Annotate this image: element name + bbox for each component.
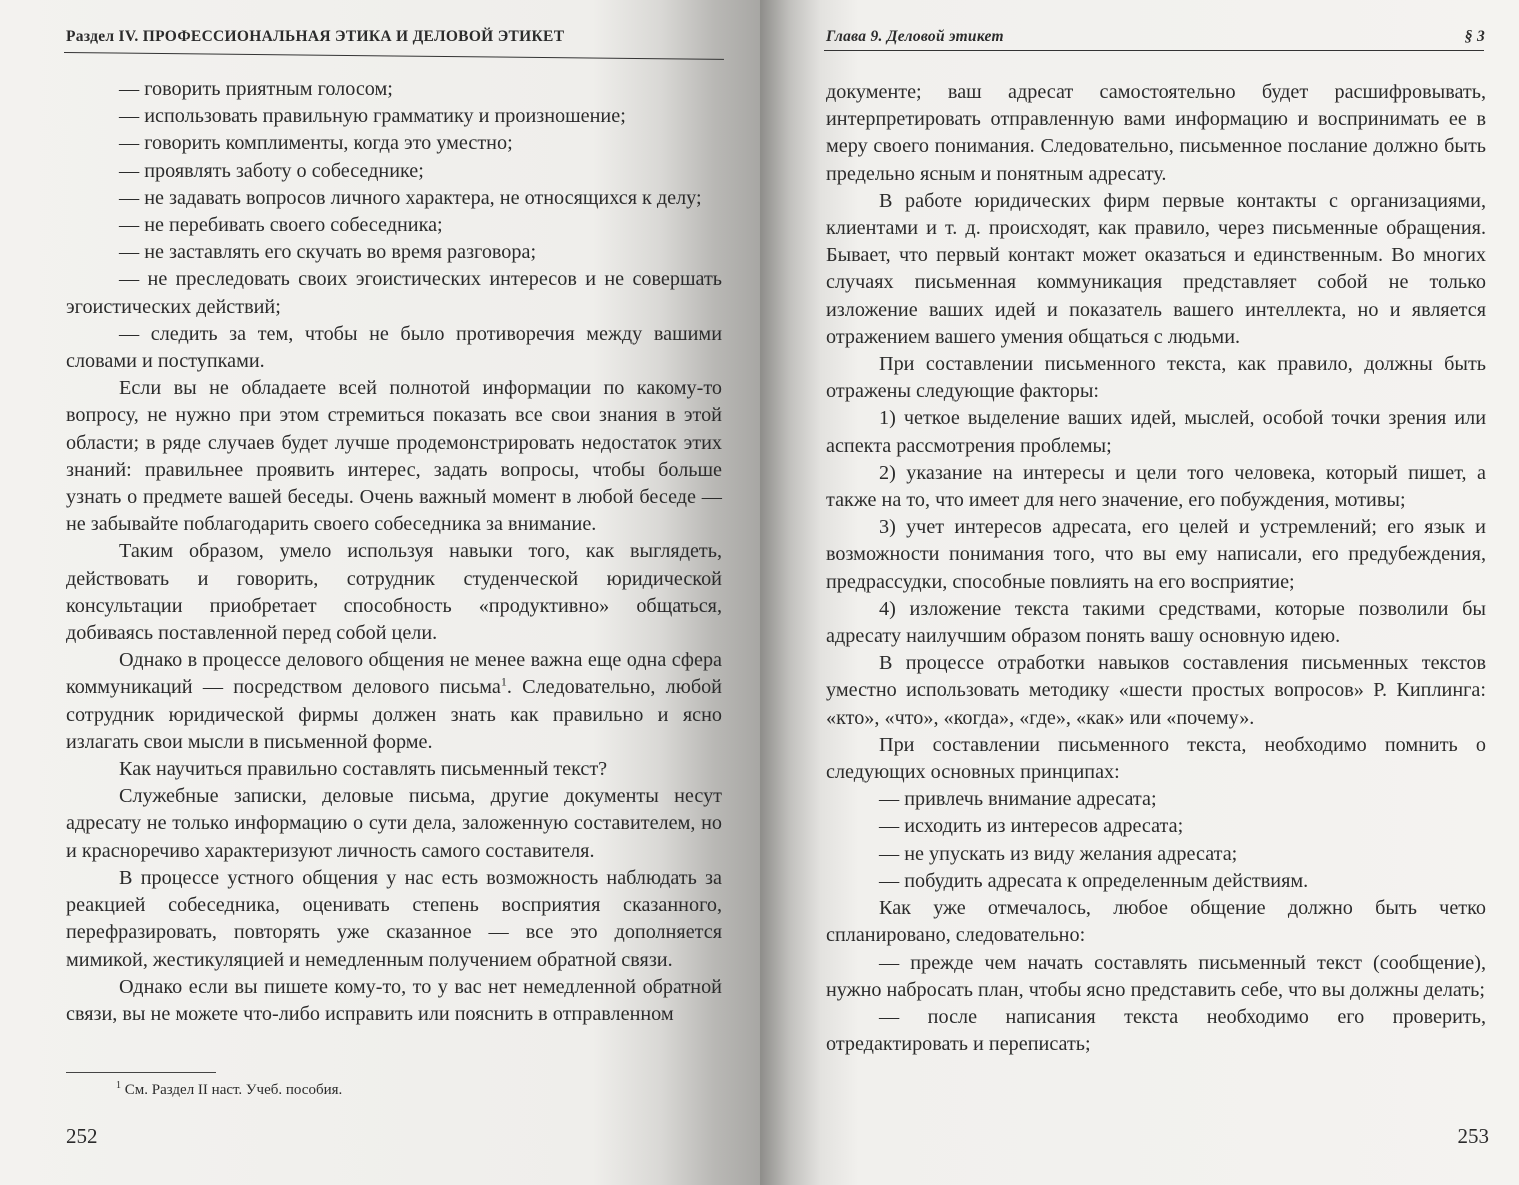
right-page: [760, 0, 1519, 1185]
footnote-mark: 1: [116, 1080, 121, 1091]
list-item: 2) указание на интересы и цели того человека, который пишет, а также на то, что имеет для него значение, его побуждения, мотивы;: [826, 461, 1486, 512]
paragraph: — не задавать вопросов личного характера, не относящихся к делу;: [119, 186, 702, 209]
paragraph: Служебные записки, деловые письма, другие документы несут адресату не только информацию о сути дела, заложенную составителем, но и красноречиво характеризуют личность самого составителя.: [66, 785, 722, 862]
list-item: 4) изложение текста такими средствами, которые позволили бы адресату наилучшим образом понять вашу основную идею.: [826, 597, 1486, 648]
paragraph: В процессе отработки навыков составления письменных текстов уместно использовать методику «шести простых вопросов» Р. Киплинга: «кто», «что», «когда», «где», «как» или «почему».: [826, 652, 1486, 729]
list-item: — исходить из интересов адресата;: [879, 815, 1184, 838]
running-head-right: Глава 9. Деловой этикет: [826, 28, 1004, 45]
paragraph: — не перебивать своего собеседника;: [119, 214, 443, 237]
header-rule-left: [64, 52, 724, 60]
list-item: — после написания текста необходимо его проверить, отредактировать и переписать;: [826, 1005, 1486, 1056]
paragraph: Однако если вы пишете кому-то, то у вас нет немедленной обратной связи, вы не можете что-либо исправить или пояснить в отправленном: [66, 975, 722, 1025]
paragraph: Как научиться правильно составлять письменный текст?: [119, 758, 608, 781]
list-item: 1) четкое выделение ваших идей, мыслей, особой точки зрения или аспекта рассмотрения проблемы;: [826, 407, 1486, 457]
footnote-text: См. Раздел II наст. Учеб. пособия.: [124, 1082, 343, 1098]
list-item: — побудить адресата к определенным действиям.: [879, 869, 1309, 892]
paragraph-text: . Следовательно, любой сотрудник юридической фирмы должен знать как правильно и ясно излагать свои мысли в письменной форме.: [66, 676, 722, 753]
paragraph: При составлении письменного текста, как правило, должны быть отражены следующие факторы:: [826, 353, 1486, 403]
paragraph: Если вы не обладаете всей полнотой информации по какому-то вопросу, не нужно при этом стремиться показать все свои знания в этой области; в ряде случаев будет лучше продемонстрировать недостаток этих знаний: правильнее проявить интерес, задать вопросы, чтобы больше узнать о предмете вашей беседы. Очень важный момент в любой беседе — не забывайте поблагодарить своего собеседника за внимание.: [66, 377, 722, 536]
section-marker: § 3: [1464, 28, 1485, 45]
paragraph-with-footnote: [66, 647, 722, 756]
paragraph: В процессе устного общения у нас есть возможность наблюдать за реакцией собеседника, оценивать степень восприятия сказанного, перефразировать, повторять уже сказанное — все это дополняется мимикой, жестикуляцией и немедленным получением обратной связи.: [66, 866, 722, 971]
paragraph: — не преследовать своих эгоистических интересов и не совершать эгоистических действий;: [66, 268, 722, 318]
footnote: [116, 1082, 342, 1099]
paragraph: — проявлять заботу о собеседнике;: [119, 159, 424, 182]
paragraph: Таким образом, умело используя навыки того, как выглядеть, действовать и говорить, сотрудник студенческой юридической консультации приобретает способность «продуктивно» общаться, добиваясь поставленной перед собой цели.: [66, 540, 722, 645]
paragraph-text: Однако в процессе делового общения не менее важна еще одна сфера коммуникаций — посредством делового письма: [66, 649, 722, 699]
paragraph-continuation: документе; ваш адресат самостоятельно будет расшифровывать, интерпретировать отправленную вами информацию и воспринимать ее в меру своего понимания. Следовательно, письменное послание должно быть предельно ясным и понятным адресату.: [826, 81, 1486, 185]
paragraph: — говорить приятным голосом;: [119, 78, 393, 100]
paragraph: — говорить комплименты, когда это уместно;: [119, 132, 513, 155]
paragraph: — использовать правильную грамматику и произношение;: [119, 105, 626, 128]
page-number-left: 252: [66, 1124, 98, 1148]
footnote-reference: 1: [500, 674, 507, 689]
list-item: — прежде чем начать составлять письменный текст (сообщение), нужно набросать план, чтобы ясно представить себе, что вы должны делать;: [826, 951, 1486, 1001]
list-item: 3) учет интересов адресата, его целей и устремлений; его язык и возможности понимания того, что вы ему написали, его предубеждения, предрассудки, способные повлиять на его восприятие;: [826, 516, 1486, 593]
running-head-left: Раздел IV. ПРОФЕССИОНАЛЬНАЯ ЭТИКА И ДЕЛОВОЙ ЭТИКЕТ: [66, 28, 565, 45]
header-rule-right: [824, 50, 1484, 51]
paragraph: В работе юридических фирм первые контакты с организациями, клиентами и т. д. происходят, как правило, через письменные обращения. Бывает, что первый контакт может оказаться и единственным. Во многих случаях письменная коммуникация представляет собой не только изложение ваших идей и показатель вашего интеллекта, но и является отражением вашего умения общаться с людьми.: [826, 189, 1486, 348]
page-number-right: 253: [1457, 1124, 1489, 1148]
paragraph: — не заставлять его скучать во время разговора;: [119, 241, 537, 264]
paragraph: При составлении письменного текста, необходимо помнить о следующих основных принципах:: [826, 733, 1486, 784]
left-page-body: [66, 76, 722, 1028]
right-page-body: [826, 79, 1486, 1058]
paragraph: Как уже отмечалось, любое общение должно быть четко спланировано, следовательно:: [826, 897, 1486, 947]
paragraph: — следить за тем, чтобы не было противоречия между вашими словами и поступками.: [66, 322, 722, 373]
footnote-rule: [66, 1072, 216, 1073]
list-item: — не упускать из виду желания адресата;: [879, 842, 1238, 865]
list-item: — привлечь внимание адресата;: [879, 788, 1157, 811]
